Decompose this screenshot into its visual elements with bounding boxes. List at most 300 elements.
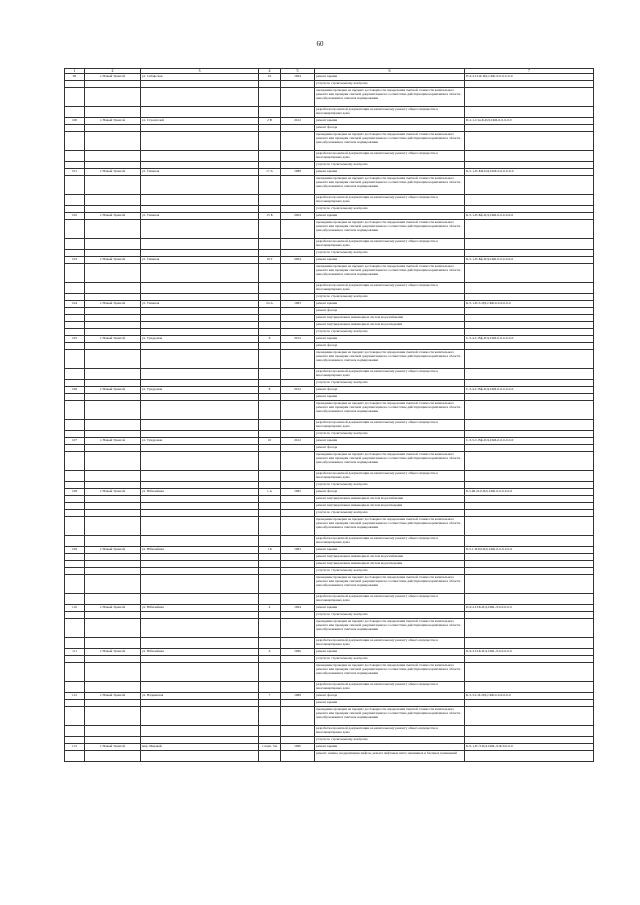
year-cell	[281, 568, 315, 575]
locality-cell: г. Новый Уренгой	[85, 118, 141, 125]
work-type-cell: разработка проектной документации на капитальному ремонту общего имущества в многоквартирных дома	[315, 283, 465, 294]
work-type-cell: ремонт крыши	[315, 301, 465, 308]
code-cell	[465, 445, 594, 452]
work-type-cell: разработка проектной документации на капитальному ремонту общего имущества в многоквартирных дома	[315, 420, 465, 431]
year-cell	[281, 162, 315, 169]
code-cell: П-9-2-П-Ф-ПД-СКБ-Л-0-0-0-0-0	[465, 74, 594, 81]
code-cell: К-5-1-П-5-ПД-СКБ-0-0-0-0-0-0	[465, 301, 594, 308]
street-cell	[141, 132, 259, 151]
street-cell	[141, 369, 259, 380]
code-cell	[465, 638, 594, 649]
code-cell	[465, 81, 594, 88]
year-cell	[281, 350, 315, 369]
work-type-cell: ремонт внутридомовых инженерных систем водоснабжения	[315, 496, 465, 503]
table-row	[65, 239, 594, 250]
code-cell	[465, 315, 594, 322]
house-number-cell	[259, 401, 281, 420]
work-type-cell: ремонт внутридомовых инженерных систем водоотведения	[315, 322, 465, 329]
row-number-cell	[65, 250, 85, 257]
street-cell	[141, 561, 259, 568]
year-cell	[281, 420, 315, 431]
house-number-cell	[259, 294, 281, 301]
year-cell	[281, 380, 315, 387]
street-cell	[141, 420, 259, 431]
house-number-cell	[259, 132, 281, 151]
house-number-cell	[259, 206, 281, 213]
table-row	[65, 107, 594, 118]
code-cell	[465, 350, 594, 369]
street-cell	[141, 517, 259, 536]
work-type-cell: разработка проектной документации на капитальному ремонту общего имущества в многоквартирных дома	[315, 107, 465, 118]
code-cell	[465, 575, 594, 594]
house-number-cell	[259, 536, 281, 547]
locality-cell	[85, 482, 141, 489]
year-cell	[281, 151, 315, 162]
table-row	[65, 213, 594, 220]
year-cell	[281, 283, 315, 294]
row-number-cell	[65, 517, 85, 536]
street-cell	[141, 125, 259, 132]
year-cell: 1996	[281, 649, 315, 656]
code-cell: С-3-4-С-Вф-ПД-СКБ-0-0-0-0-0-0	[465, 387, 594, 394]
row-number-cell	[65, 206, 85, 213]
table-row	[65, 638, 594, 649]
row-number-cell	[65, 220, 85, 239]
street-cell	[141, 619, 259, 638]
year-cell	[281, 707, 315, 726]
work-type-cell: проведение проверки на предмет достоверности определения сметной стоимости капитального ремонта или проверки сметной документации на соответствие действующим нормативам в области ценообразования в сметном нормировании	[315, 575, 465, 594]
locality-cell: г. Новый Уренгой	[85, 301, 141, 308]
street-cell	[141, 294, 259, 301]
locality-cell	[85, 369, 141, 380]
year-cell	[281, 726, 315, 737]
row-number-cell	[65, 575, 85, 594]
locality-cell	[85, 239, 141, 250]
code-cell: П-9-2-П-Б-ПД-СКБ-Л-0-0-0-0-0	[465, 605, 594, 612]
table-row	[65, 682, 594, 693]
locality-cell	[85, 707, 141, 726]
street-cell: ул. Таёжная	[141, 257, 259, 264]
row-number-cell	[65, 707, 85, 726]
year-cell	[281, 594, 315, 605]
street-cell: ул. Сибирская	[141, 74, 259, 81]
street-cell	[141, 315, 259, 322]
work-type-cell: ремонт фасада	[315, 387, 465, 394]
table-row	[65, 264, 594, 283]
locality-cell	[85, 612, 141, 619]
work-type-cell: проведение проверки на предмет достоверности определения сметной стоимости капитального ремонта или проверки сметной документации на соответствие действующим нормативам в области ценообразования в сметном нормировании	[315, 176, 465, 195]
street-cell	[141, 195, 259, 206]
year-cell	[281, 125, 315, 132]
locality-cell	[85, 452, 141, 471]
code-cell	[465, 88, 594, 107]
table-row	[65, 257, 594, 264]
street-cell: ул. Таёжная	[141, 169, 259, 176]
table-row	[65, 536, 594, 547]
table-row	[65, 81, 594, 88]
house-number-cell	[259, 751, 281, 762]
code-cell	[465, 612, 594, 619]
table-row	[65, 283, 594, 294]
house-number-cell: 1 корп. 3А	[259, 744, 281, 751]
street-cell	[141, 308, 259, 315]
year-cell	[281, 510, 315, 517]
code-cell	[465, 452, 594, 471]
house-number-cell: 17 А	[259, 169, 281, 176]
locality-cell: г. Новый Уренгой	[85, 336, 141, 343]
work-type-cell: проведение проверки на предмет достоверности определения сметной стоимости капитального ремонта или проверки сметной документации на соответствие действующим нормативам в области ценообразования в сметном нормировании	[315, 663, 465, 682]
row-number-cell	[65, 554, 85, 561]
table-row	[65, 401, 594, 420]
locality-cell	[85, 132, 141, 151]
row-number-cell	[65, 322, 85, 329]
work-type-cell: услуги по строительному контролю	[315, 206, 465, 213]
street-cell	[141, 751, 259, 762]
code-cell: П-2-1-Стн-Б-ПД-СКБ-0-0-0-0-0	[465, 118, 594, 125]
row-number-cell: 103	[65, 257, 85, 264]
row-number-cell: 111	[65, 649, 85, 656]
table-row	[65, 301, 594, 308]
year-cell: 2012	[281, 336, 315, 343]
street-cell: ул. Строителей	[141, 118, 259, 125]
work-type-cell: ремонт внутридомовых инженерных систем водоснабжения	[315, 554, 465, 561]
table-row	[65, 315, 594, 322]
house-number-cell	[259, 350, 281, 369]
year-cell	[281, 575, 315, 594]
work-type-cell: разработка проектной документации на капитальному ремонту общего имущества в многоквартирных дома	[315, 369, 465, 380]
table-row	[65, 88, 594, 107]
work-type-cell: ремонт фасада	[315, 693, 465, 700]
year-cell	[281, 554, 315, 561]
work-type-cell: услуги по строительному контролю	[315, 380, 465, 387]
locality-cell	[85, 125, 141, 132]
work-type-cell: услуги по строительному контролю	[315, 250, 465, 257]
code-cell	[465, 206, 594, 213]
street-cell	[141, 707, 259, 726]
locality-cell	[85, 594, 141, 605]
code-cell	[465, 594, 594, 605]
row-number-cell	[65, 394, 85, 401]
year-cell: 2012	[281, 438, 315, 445]
row-number-cell	[65, 737, 85, 744]
house-number-cell: 7	[259, 693, 281, 700]
work-type-cell: ремонт внутридомовых инженерных систем водоотведения	[315, 503, 465, 510]
locality-cell: г. Новый Уренгой	[85, 213, 141, 220]
table-row	[65, 663, 594, 682]
locality-cell	[85, 445, 141, 452]
work-type-cell: разработка проектной документации на капитальному ремонту общего имущества в многоквартирных дома	[315, 638, 465, 649]
table-row	[65, 420, 594, 431]
row-number-cell	[65, 294, 85, 301]
code-cell	[465, 471, 594, 482]
table-row	[65, 496, 594, 503]
code-cell	[465, 176, 594, 195]
house-number-cell: 45	[259, 74, 281, 81]
house-number-cell	[259, 594, 281, 605]
street-cell	[141, 503, 259, 510]
table-row	[65, 700, 594, 707]
code-cell: Б-5-1-П-Ш-ПД-СКБ-0-0-0-0-0-0	[465, 547, 594, 554]
table-row	[65, 350, 594, 369]
house-number-cell: 1 Б	[259, 547, 281, 554]
locality-cell: г. Новый Уренгой	[85, 744, 141, 751]
locality-cell	[85, 751, 141, 762]
work-type-cell: ремонт крыши	[315, 744, 465, 751]
row-number-cell	[65, 612, 85, 619]
street-cell	[141, 394, 259, 401]
col-header: 2	[85, 69, 141, 74]
locality-cell	[85, 700, 141, 707]
col-header: 6	[315, 69, 465, 74]
code-cell: Б-5-Ш-П-0-ПД-СКБ-0-0-0-0-0-0	[465, 489, 594, 496]
house-number-cell	[259, 151, 281, 162]
row-number-cell	[65, 343, 85, 350]
year-cell	[281, 503, 315, 510]
code-cell	[465, 503, 594, 510]
locality-cell	[85, 315, 141, 322]
year-cell	[281, 315, 315, 322]
work-type-cell: услуги по строительному контролю	[315, 162, 465, 169]
code-cell	[465, 517, 594, 536]
row-number-cell: 101	[65, 169, 85, 176]
code-cell	[465, 239, 594, 250]
work-type-cell: проведение проверки на предмет достоверности определения сметной стоимости капитального ремонта или проверки сметной документации на соответствие действующим нормативам в области ценообразования в сметном нормировании	[315, 517, 465, 536]
street-cell	[141, 151, 259, 162]
street-cell	[141, 343, 259, 350]
year-cell	[281, 264, 315, 283]
code-cell	[465, 250, 594, 257]
work-type-cell: ремонт крыши	[315, 605, 465, 612]
table-row	[65, 726, 594, 737]
row-number-cell	[65, 700, 85, 707]
house-number-cell	[259, 510, 281, 517]
house-number-cell	[259, 554, 281, 561]
locality-cell	[85, 638, 141, 649]
work-type-cell: услуги по строительному контролю	[315, 329, 465, 336]
house-number-cell: 24 А	[259, 301, 281, 308]
code-cell	[465, 554, 594, 561]
col-header: 3	[141, 69, 259, 74]
work-type-cell: ремонт крыши	[315, 118, 465, 125]
row-number-cell	[65, 682, 85, 693]
year-cell	[281, 561, 315, 568]
col-header: 1	[65, 69, 85, 74]
street-cell	[141, 737, 259, 744]
house-number-cell	[259, 726, 281, 737]
code-cell	[465, 264, 594, 283]
year-cell	[281, 452, 315, 471]
work-type-cell: услуги по строительному контролю	[315, 612, 465, 619]
locality-cell	[85, 536, 141, 547]
house-number-cell	[259, 575, 281, 594]
locality-cell	[85, 264, 141, 283]
row-number-cell	[65, 81, 85, 88]
row-number-cell	[65, 496, 85, 503]
locality-cell	[85, 619, 141, 638]
row-number-cell: 99	[65, 74, 85, 81]
street-cell	[141, 220, 259, 239]
street-cell	[141, 496, 259, 503]
year-cell	[281, 517, 315, 536]
work-type-cell: разработка проектной документации на капитальному ремонту общего имущества в многоквартирных дома	[315, 594, 465, 605]
year-cell	[281, 239, 315, 250]
work-type-cell: ремонт фасада	[315, 489, 465, 496]
street-cell	[141, 612, 259, 619]
street-cell	[141, 239, 259, 250]
locality-cell: г. Новый Уренгой	[85, 547, 141, 554]
locality-cell	[85, 431, 141, 438]
work-type-cell: ремонт фасада	[315, 445, 465, 452]
row-number-cell	[65, 561, 85, 568]
code-cell: К-9-1-П-Э-ПД-СКБ-Л-Ф-0-0-0-0	[465, 744, 594, 751]
work-type-cell: разработка проектной документации на капитальному ремонту общего имущества в многоквартирных дома	[315, 471, 465, 482]
house-number-cell	[259, 612, 281, 619]
table-row	[65, 656, 594, 663]
code-cell	[465, 132, 594, 151]
year-cell	[281, 206, 315, 213]
locality-cell	[85, 471, 141, 482]
code-cell: С-3-5-С-Вф-ПД-СКБ-0-0-0-0-0-0	[465, 438, 594, 445]
table-row	[65, 220, 594, 239]
house-number-cell	[259, 81, 281, 88]
street-cell	[141, 176, 259, 195]
house-number-cell	[259, 482, 281, 489]
work-type-cell: ремонт крыши	[315, 438, 465, 445]
table-row	[65, 568, 594, 575]
year-cell: 1994	[281, 605, 315, 612]
year-cell	[281, 250, 315, 257]
row-number-cell	[65, 482, 85, 489]
year-cell: 1982	[281, 489, 315, 496]
house-number-cell	[259, 322, 281, 329]
street-cell	[141, 401, 259, 420]
table-row	[65, 169, 594, 176]
locality-cell	[85, 496, 141, 503]
table-row	[65, 547, 594, 554]
row-number-cell	[65, 401, 85, 420]
table-row	[65, 471, 594, 482]
row-number-cell: 108	[65, 489, 85, 496]
table-row	[65, 336, 594, 343]
work-type-cell: ремонт фасада	[315, 125, 465, 132]
house-number-cell	[259, 308, 281, 315]
table-row	[65, 744, 594, 751]
locality-cell: г. Новый Уренгой	[85, 605, 141, 612]
table-row	[65, 431, 594, 438]
house-number-cell: 8	[259, 387, 281, 394]
work-type-cell: проведение проверки на предмет достоверности определения сметной стоимости капитального ремонта или проверки сметной документации на соответствие действующим нормативам в области ценообразования в сметном нормировании	[315, 619, 465, 638]
house-number-cell	[259, 250, 281, 257]
work-type-cell: ремонт крыши	[315, 213, 465, 220]
street-cell: ул. Таёжная	[141, 213, 259, 220]
col-header: 7	[465, 69, 594, 74]
street-cell: ул. Юбилейная	[141, 547, 259, 554]
code-cell: К-3-3-С-Б-ПД-СКБ-0-0-0-0-0-0	[465, 693, 594, 700]
year-cell	[281, 700, 315, 707]
table-row	[65, 322, 594, 329]
year-cell	[281, 176, 315, 195]
house-number-cell	[259, 329, 281, 336]
year-cell	[281, 343, 315, 350]
code-cell	[465, 751, 594, 762]
code-cell	[465, 496, 594, 503]
row-number-cell	[65, 536, 85, 547]
street-cell	[141, 554, 259, 561]
street-cell	[141, 329, 259, 336]
locality-cell	[85, 107, 141, 118]
table-row	[65, 510, 594, 517]
row-number-cell	[65, 568, 85, 575]
locality-cell	[85, 162, 141, 169]
year-cell: 1990	[281, 744, 315, 751]
row-number-cell: 112	[65, 693, 85, 700]
row-number-cell	[65, 329, 85, 336]
year-cell	[281, 638, 315, 649]
street-cell: ул. Таёжная	[141, 301, 259, 308]
street-cell: ул. Юбилейная	[141, 489, 259, 496]
street-cell	[141, 250, 259, 257]
row-number-cell	[65, 726, 85, 737]
year-cell	[281, 132, 315, 151]
locality-cell: г. Новый Уренгой	[85, 649, 141, 656]
code-cell	[465, 663, 594, 682]
year-cell	[281, 536, 315, 547]
work-type-cell: разработка проектной документации на капитальному ремонту общего имущества в многоквартирных дома	[315, 536, 465, 547]
page-number: 60	[316, 40, 324, 48]
table-row	[65, 575, 594, 594]
street-cell	[141, 663, 259, 682]
table-row	[65, 151, 594, 162]
table-row	[65, 693, 594, 700]
year-cell	[281, 619, 315, 638]
work-type-cell: проведение проверки на предмет достоверности определения сметной стоимости капитального ремонта или проверки сметной документации на соответствие действующим нормативам в области ценообразования в сметном нормировании	[315, 350, 465, 369]
locality-cell	[85, 682, 141, 693]
year-cell: 2012	[281, 118, 315, 125]
work-type-cell: ремонт крыши	[315, 169, 465, 176]
work-type-cell: проведение проверки на предмет достоверности определения сметной стоимости капитального ремонта или проверки сметной документации на соответствие действующим нормативам в области ценообразования в сметном нормировании	[315, 132, 465, 151]
table-row	[65, 489, 594, 496]
locality-cell: г. Новый Уренгой	[85, 693, 141, 700]
code-cell	[465, 682, 594, 693]
house-number-cell	[259, 656, 281, 663]
year-cell: 2004	[281, 213, 315, 220]
table-row	[65, 125, 594, 132]
row-number-cell	[65, 471, 85, 482]
work-type-cell: проведение проверки на предмет достоверности определения сметной стоимости капитального ремонта или проверки сметной документации на соответствие действующим нормативам в области ценообразования в сметном нормировании	[315, 220, 465, 239]
street-cell: ул. Тундровая	[141, 336, 259, 343]
row-number-cell	[65, 88, 85, 107]
house-number-cell	[259, 682, 281, 693]
house-number-cell	[259, 394, 281, 401]
table-row	[65, 594, 594, 605]
row-number-cell	[65, 452, 85, 471]
locality-cell	[85, 322, 141, 329]
locality-cell	[85, 568, 141, 575]
year-cell	[281, 751, 315, 762]
year-cell	[281, 682, 315, 693]
code-cell	[465, 401, 594, 420]
locality-cell: г. Новый Уренгой	[85, 387, 141, 394]
year-cell: 1994	[281, 74, 315, 81]
row-number-cell: 113	[65, 744, 85, 751]
row-number-cell	[65, 445, 85, 452]
year-cell	[281, 737, 315, 744]
work-type-cell: ремонт крыши	[315, 700, 465, 707]
street-cell	[141, 482, 259, 489]
work-type-cell: ремонт, замена, модернизация лифтов, ремонт лифтовых шахт, машинных и блочных помещений	[315, 751, 465, 762]
locality-cell	[85, 250, 141, 257]
street-cell	[141, 445, 259, 452]
